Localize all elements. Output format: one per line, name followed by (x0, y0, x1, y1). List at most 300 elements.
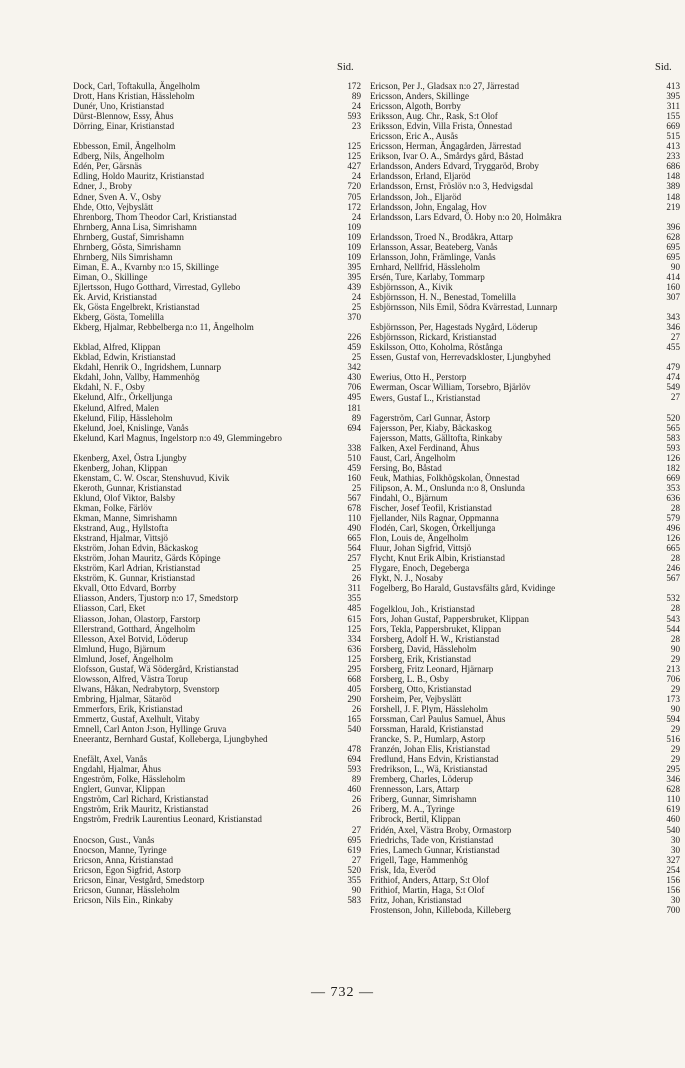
entry-page: 219 (666, 201, 680, 212)
entry-page: 705 (347, 191, 361, 202)
entry-name: Dock, Carl, Toftakulla, Ängelholm (73, 81, 200, 91)
index-entry (73, 573, 361, 584)
entry-page: 90 (351, 884, 361, 895)
entry-name: Eklund, Olof Viktor, Balsby (73, 492, 176, 503)
index-entry (73, 191, 361, 202)
entry-page: 474 (666, 372, 680, 383)
index-entry (73, 673, 361, 684)
index-entry (370, 573, 680, 584)
index-entry (370, 734, 680, 745)
entry-page: 90 (670, 643, 680, 654)
index-entry (73, 553, 361, 564)
index-entry (370, 663, 680, 674)
index-entry (370, 724, 680, 735)
entry-page: 665 (666, 543, 680, 554)
entry-page: 109 (347, 221, 361, 232)
entry-page: 695 (347, 834, 361, 845)
index-entry (73, 452, 361, 463)
entry-page: 89 (351, 774, 361, 785)
entry-name: Flon, Louis de, Ängelholm (370, 533, 469, 544)
entry-page: 109 (347, 241, 361, 252)
entry-name: Ek. Arvid, Kristianstad (73, 291, 157, 302)
index-entry (370, 714, 680, 725)
entry-name: Ekström, Johan Edvin, Bäckaskog (73, 543, 199, 554)
index-entry (370, 703, 680, 714)
entry-name: Flykt, N. J., Nosaby (370, 573, 444, 584)
entry-page: 27 (351, 854, 361, 865)
entry-page: 23 (351, 121, 361, 132)
entry-page: 24 (351, 101, 361, 112)
entry-name: Esbjörnsson, Rickard, Kristianstad (370, 332, 497, 343)
entry-page: 327 (666, 854, 680, 865)
index-entry (370, 834, 680, 845)
entry-name: Fajersson, Matts, Gälltofta, Rinkaby (370, 432, 503, 443)
entry-name: Eliasson, Carl, Eket (73, 603, 146, 614)
index-entry (370, 111, 680, 122)
index-entry (370, 151, 680, 162)
entry-name: Ericson, Anna, Kristianstad (73, 854, 174, 865)
entry-name: Drott, Hans Kristian, Hässleholm (73, 91, 195, 102)
index-entry (73, 874, 361, 885)
entry-page: 90 (670, 261, 680, 272)
entry-page: 455 (666, 342, 680, 353)
entry-page: 427 (347, 161, 361, 172)
index-entry (73, 613, 361, 624)
entry-name: Ejlertsson, Hugo Gotthard, Virrestad, Gyllebo (73, 281, 241, 292)
entry-name: Emmertz, Gustaf, Axelhult, Vitaby (73, 713, 200, 724)
entry-page: 549 (666, 382, 680, 393)
entry-name: Frostenson, John, Killeboda, Killeberg (370, 904, 511, 915)
entry-name: Ek, Gösta Engelbrekt, Kristianstad (73, 302, 200, 313)
entry-page: 628 (666, 231, 680, 242)
entry-name: Fersing, Bo, Båstad (370, 462, 442, 473)
entry-name: Ekelund, Karl Magnus, Ingelstorp n:o 49, Glemmingebro (73, 432, 282, 443)
entry-name: Findahl, O., Bjärnum (370, 492, 448, 503)
entry-page: 414 (666, 271, 680, 282)
entry-name: Emmerfors, Erik, Kristianstad (73, 703, 183, 714)
entry-page: 593 (347, 111, 361, 122)
entry-name: Ewerius, Otto H., Perstorp (370, 372, 467, 383)
entry-page: 583 (666, 432, 680, 443)
entry-name: Ekdahl, John, Vallby, Hammenhög (73, 372, 200, 383)
index-entry (73, 472, 361, 483)
entry-name: Ellesson, Axel Botvid, Löderup (73, 633, 188, 644)
entry-name: Forsberg, Fritz Leonard, Hjärnarp (370, 663, 494, 674)
entry-page: 430 (347, 372, 361, 383)
entry-name: Eliasson, Anders, Tjustorp n:o 17, Smedstorp (73, 593, 239, 604)
entry-name: Friberg, Gunnar, Simrishamn (370, 794, 477, 805)
entry-page: 172 (347, 80, 361, 91)
entry-name: Esbjörnsson, Per, Hagestads Nygård, Löderup (370, 322, 538, 333)
entry-page: 564 (347, 543, 361, 554)
index-entry (73, 754, 361, 765)
entry-name: Fluur, Johan Sigfrid, Vittsjö (370, 543, 472, 554)
index-entry (370, 603, 680, 614)
entry-page: 254 (666, 864, 680, 875)
entry-name: Ekenstam, C. W. Oscar, Stenshuvud, Kivik (73, 472, 230, 483)
index-entry (73, 814, 361, 835)
entry-name: Forssman, Harald, Kristianstad (370, 724, 484, 735)
index-entry (73, 422, 361, 433)
entry-page: 30 (670, 844, 680, 855)
entry-page: 295 (347, 663, 361, 674)
entry-page: 27 (351, 824, 361, 835)
entry-name: Esbjörnsson, H. N., Benestad, Tomelilla (370, 292, 516, 302)
index-entry (73, 794, 361, 805)
index-entry (370, 513, 680, 524)
entry-name: Fors, Johan Gustaf, Pappersbruket, Klippan (370, 613, 529, 624)
index-entry (370, 814, 680, 825)
index-entry (370, 352, 680, 373)
entry-name: Ekblad, Alfred, Klippan (73, 342, 161, 353)
index-entry (73, 161, 361, 172)
entry-name: Friberg, M. A., Tyringe (370, 804, 455, 815)
index-entry (73, 462, 361, 473)
index-entry (370, 231, 680, 242)
entry-page: 172 (347, 201, 361, 212)
index-entry (370, 894, 680, 905)
entry-name: Ericsson, Herman, Ängagården, Järrestad (370, 141, 522, 152)
index-entry (370, 392, 680, 403)
entry-page: 25 (351, 302, 361, 313)
entry-page: 478 (347, 744, 361, 755)
entry-page: 181 (347, 402, 361, 413)
entry-name: Erlandsson, John, Engalag, Hov (370, 201, 487, 212)
entry-page: 459 (347, 462, 361, 473)
entry-name: Erlandsson, Anders Edvard, Tryggaröd, Broby (370, 161, 539, 172)
section-gap (73, 131, 335, 141)
entry-page: 636 (666, 492, 680, 503)
entry-page: 110 (666, 794, 680, 805)
entry-page: 516 (666, 734, 680, 745)
entry-page: 594 (666, 714, 680, 724)
entry-name: Fredrikson, L., Wä, Kristianstad (370, 764, 488, 775)
index-entry (73, 322, 361, 343)
index-entry (370, 412, 680, 423)
entry-page: 520 (666, 412, 680, 423)
entry-name: Fogelberg, Bo Harald, Gustavsfälts gård, Kvidinge (370, 583, 556, 594)
entry-page: 28 (670, 553, 680, 564)
entry-page: 25 (351, 482, 361, 493)
entry-name: Ekenberg, Johan, Klippan (73, 462, 168, 473)
entry-page: 396 (666, 221, 680, 232)
entry-name: Ekman, Manne, Simrishamn (73, 513, 178, 524)
entry-page: 295 (666, 764, 680, 775)
entry-name: Ebbesson, Emil, Ängelholm (73, 141, 176, 152)
index-entry (73, 834, 361, 845)
entry-name: Ewers, Gustaf L., Kristianstad (370, 392, 481, 403)
entry-page: 405 (347, 683, 361, 694)
index-entry (73, 251, 361, 262)
index-entry (370, 503, 680, 514)
page-column-header: Sid. (655, 62, 672, 73)
entry-name: Elofsson, Gustaf, Wä Södergård, Kristianstad (73, 663, 239, 674)
index-entry (73, 151, 361, 162)
entry-page: 28 (670, 603, 680, 614)
entry-name: Engström, Erik Mauritz, Kristianstad (73, 804, 209, 815)
entry-name: Edén, Per, Gärsnäs (73, 161, 142, 172)
index-entry (73, 884, 361, 895)
entry-page: 389 (666, 181, 680, 192)
entry-page: 156 (666, 884, 680, 895)
entry-page: 485 (347, 603, 361, 614)
entry-page: 636 (347, 643, 361, 654)
entry-page: 593 (347, 764, 361, 775)
entry-page: 89 (351, 91, 361, 102)
entry-page: 668 (347, 673, 361, 684)
entry-name: Feuk, Mathias, Folkhögskolan, Önnestad (370, 472, 520, 483)
entry-page: 182 (666, 462, 680, 473)
entry-name: Forssman, Carl Paulus Samuel, Åhus (370, 714, 506, 725)
entry-page: 543 (666, 613, 680, 624)
index-entry (370, 553, 680, 564)
index-entry (370, 251, 680, 262)
entry-name: Ellerstrand, Gotthard, Ängelholm (73, 623, 196, 634)
index-entry (73, 91, 361, 102)
entry-name: Esbjörnsson, A., Kivik (370, 281, 453, 292)
entry-page: 678 (347, 502, 361, 513)
entry-name: Ekström, Karl Adrian, Kristianstad (73, 563, 201, 574)
index-entry (73, 352, 361, 363)
entry-name: Ekberg, Gösta, Tomelilla (73, 312, 164, 323)
entry-page: 311 (666, 101, 680, 112)
entry-name: Emnell, Carl Anton J:son, Hyllinge Gruva (73, 724, 227, 735)
entry-name: Erlandsson, Lars Edvard, Ö. Hoby n:o 20, Holmåkra (370, 211, 562, 222)
entry-page: 125 (347, 623, 361, 634)
entry-page: 257 (347, 553, 361, 564)
entry-page: 311 (347, 583, 361, 594)
entry-page: 413 (666, 141, 680, 152)
entry-name: Erlandsson, Troed N., Brodåkra, Attarp (370, 231, 513, 242)
index-entry (73, 502, 361, 513)
index-entry (370, 824, 680, 835)
entry-name: Edner, J., Broby (73, 181, 132, 192)
index-entry (73, 693, 361, 704)
index-entry (370, 794, 680, 805)
entry-name: Frithiof, Martin, Haga, S:t Olof (370, 884, 485, 895)
entry-name: Falken, Axel Ferdinand, Åhus (370, 442, 480, 453)
entry-name: Forsheim, Per, Vejbyslätt (370, 693, 462, 704)
index-entry (73, 774, 361, 785)
index-entry (370, 101, 680, 112)
entry-page: 706 (666, 673, 680, 684)
entry-name: Ekdahl, N. F., Osby (73, 382, 145, 393)
entry-page: 30 (670, 894, 680, 905)
index-entry (73, 111, 361, 122)
index-entry (73, 633, 361, 644)
entry-name: Fries, Lamech Gunnar, Kristianstad (370, 844, 500, 855)
entry-page: 496 (666, 523, 680, 534)
entry-page: 148 (666, 171, 680, 182)
entry-name: Eiman, E. A., Kvarnby n:o 15, Skillinge (73, 261, 219, 272)
index-entry (73, 402, 361, 413)
entry-page: 479 (666, 362, 680, 373)
entry-page: 520 (347, 864, 361, 875)
entry-page: 439 (347, 281, 361, 292)
index-entry (370, 452, 680, 463)
entry-page: 165 (347, 713, 361, 724)
index-entry (370, 653, 680, 664)
entry-page: 495 (347, 392, 361, 403)
index-entry (73, 643, 361, 654)
index-entry (370, 281, 680, 292)
index-entry (73, 563, 361, 574)
entry-name: Ekstrand, Aug., Hyllstofta (73, 523, 169, 534)
entry-page: 460 (666, 814, 680, 825)
entry-page: 669 (666, 472, 680, 483)
entry-page: 355 (347, 874, 361, 885)
index-entry (370, 693, 680, 704)
index-entry (370, 804, 680, 815)
right-entry-list (370, 80, 680, 915)
entry-name: Elwans, Håkan, Nedrabytorp, Svenstorp (73, 683, 220, 694)
entry-name: Erlandsson, Ernst, Fröslöv n:o 3, Hedvigsdal (370, 181, 534, 192)
index-entry (370, 332, 680, 343)
entry-name: Erlandsson, Erland, Eljaröd (370, 171, 471, 182)
index-entry (73, 342, 361, 353)
index-entry (73, 734, 361, 755)
entry-page: 26 (351, 573, 361, 584)
entry-name: Erlandsson, Joh., Eljaröd (370, 191, 462, 202)
entry-page: 233 (666, 151, 680, 162)
entry-page: 307 (666, 291, 680, 302)
index-entry (370, 633, 680, 644)
index-entry (370, 342, 680, 353)
entry-page: 459 (347, 342, 361, 353)
entry-page: 593 (666, 442, 680, 453)
entry-name: Frisk, Ida, Everöd (370, 864, 436, 875)
index-entry (73, 533, 361, 544)
index-entry (73, 482, 361, 493)
entry-page: 90 (670, 703, 680, 714)
entry-page: 395 (347, 271, 361, 282)
entry-page: 125 (347, 151, 361, 162)
entry-page: 334 (347, 633, 361, 644)
index-entry (73, 281, 361, 292)
entry-page: 669 (666, 121, 680, 132)
entry-name: Ericson, Per J., Gladsax n:o 27, Järrestad (370, 81, 520, 91)
entry-name: Fagerström, Carl Gunnar, Åstorp (370, 412, 491, 423)
entry-name: Dürst-Blennow, Essy, Åhus (73, 111, 174, 122)
entry-name: Fremberg, Charles, Löderup (370, 774, 473, 785)
index-entry (73, 864, 361, 875)
entry-page: 126 (666, 533, 680, 544)
index-entry (370, 784, 680, 795)
entry-name: Enocson, Gust., Vanås (73, 834, 155, 845)
index-entry (370, 442, 680, 453)
entry-name: Fribrock, Bertil, Klippan (370, 814, 461, 825)
entry-page: 29 (670, 754, 680, 765)
entry-page: 706 (347, 382, 361, 393)
entry-name: Esbjörnsson, Nils Emil, Södra Kvärrestad, Lunnarp (370, 302, 558, 313)
index-entry (370, 874, 680, 885)
entry-name: Ekström, K. Gunnar, Kristianstad (73, 573, 195, 584)
index-entry (73, 362, 361, 373)
page-column-header: Sid. (337, 62, 354, 73)
entry-name: Eiman, O., Skillinge (73, 271, 148, 282)
index-entry (73, 804, 361, 815)
index-entry (73, 312, 361, 323)
entry-name: Flycht, Knut Erik Albin, Kristianstad (370, 553, 505, 564)
index-entry (370, 181, 680, 192)
entry-page: 29 (670, 724, 680, 735)
entry-name: Fogelklou, Joh., Kristianstad (370, 603, 475, 614)
index-entry (370, 201, 680, 212)
entry-page: 27 (670, 332, 680, 343)
entry-page: 25 (351, 352, 361, 363)
entry-name: Forsberg, L. B., Osby (370, 673, 449, 684)
entry-name: Franzén, Johan Elis, Kristianstad (370, 744, 490, 755)
index-entry (370, 121, 680, 132)
entry-name: Elmlund, Josef, Ängelholm (73, 653, 174, 664)
index-entry (370, 462, 680, 473)
entry-name: Ernhard, Nellfrid, Hässleholm (370, 261, 481, 272)
entry-page: 110 (347, 513, 361, 524)
index-entry (73, 492, 361, 503)
entry-page: 540 (347, 724, 361, 735)
entry-name: Ekström, Johan Mauritz, Gärds Köpinge (73, 553, 221, 564)
entry-name: Elmlund, Hugo, Bjärnum (73, 643, 166, 654)
entry-name: Ekman, Folke, Färlöv (73, 503, 153, 513)
index-entry (370, 774, 680, 785)
index-entry (73, 271, 361, 282)
section-gap (370, 403, 654, 413)
left-entry-list (73, 80, 361, 905)
entry-name: Flodén, Carl, Skogen, Örkelljunga (370, 523, 496, 534)
entry-page: 160 (347, 472, 361, 483)
index-entry (73, 261, 361, 272)
entry-name: Dunér, Uno, Kristianstad (73, 101, 165, 112)
index-entry (73, 231, 361, 242)
entry-name: Enocson, Manne, Tyringe (73, 844, 167, 855)
index-entry (370, 563, 680, 574)
entry-page: 213 (666, 663, 680, 674)
entry-page: 156 (666, 874, 680, 885)
entry-name: Embring, Hjalmar, Sätaröd (73, 693, 172, 704)
entry-name: Engeström, Folke, Hässleholm (73, 774, 186, 785)
index-entry (370, 141, 680, 152)
entry-name: Ericsson, Eric A., Ausås (370, 131, 458, 142)
entry-page: 126 (666, 452, 680, 463)
index-entry (370, 422, 680, 433)
entry-name: Fajersson, Per, Kiaby, Bäckaskog (370, 422, 492, 433)
entry-name: Forsberg, Otto, Kristianstad (370, 683, 472, 694)
entry-page: 346 (666, 774, 680, 785)
entry-page: 540 (666, 824, 680, 835)
index-entry (73, 854, 361, 865)
index-entry (73, 894, 361, 905)
index-entry (370, 744, 680, 755)
entry-page: 565 (666, 422, 680, 433)
index-entry (370, 864, 680, 875)
entry-name: Fridén, Axel, Västra Broby, Ormastorp (370, 824, 512, 835)
index-entry (370, 191, 680, 202)
index-entry (73, 844, 361, 855)
entry-name: Dörring, Einar, Kristianstad (73, 121, 175, 132)
entry-page: 510 (347, 452, 361, 463)
index-entry (370, 261, 680, 272)
index-entry (73, 683, 361, 694)
index-entry (73, 653, 361, 664)
index-entry (73, 543, 361, 554)
index-entry (370, 613, 680, 624)
entry-page: 413 (666, 80, 680, 91)
entry-name: Elowsson, Alfred, Västra Torup (73, 673, 188, 684)
entry-name: Ekberg, Hjalmar, Rebbelberga n:o 11, Ängelholm (73, 322, 254, 333)
entry-page: 515 (666, 131, 680, 142)
index-entry (370, 884, 680, 895)
entry-name: Edner, Sven A. V., Osby (73, 191, 162, 202)
